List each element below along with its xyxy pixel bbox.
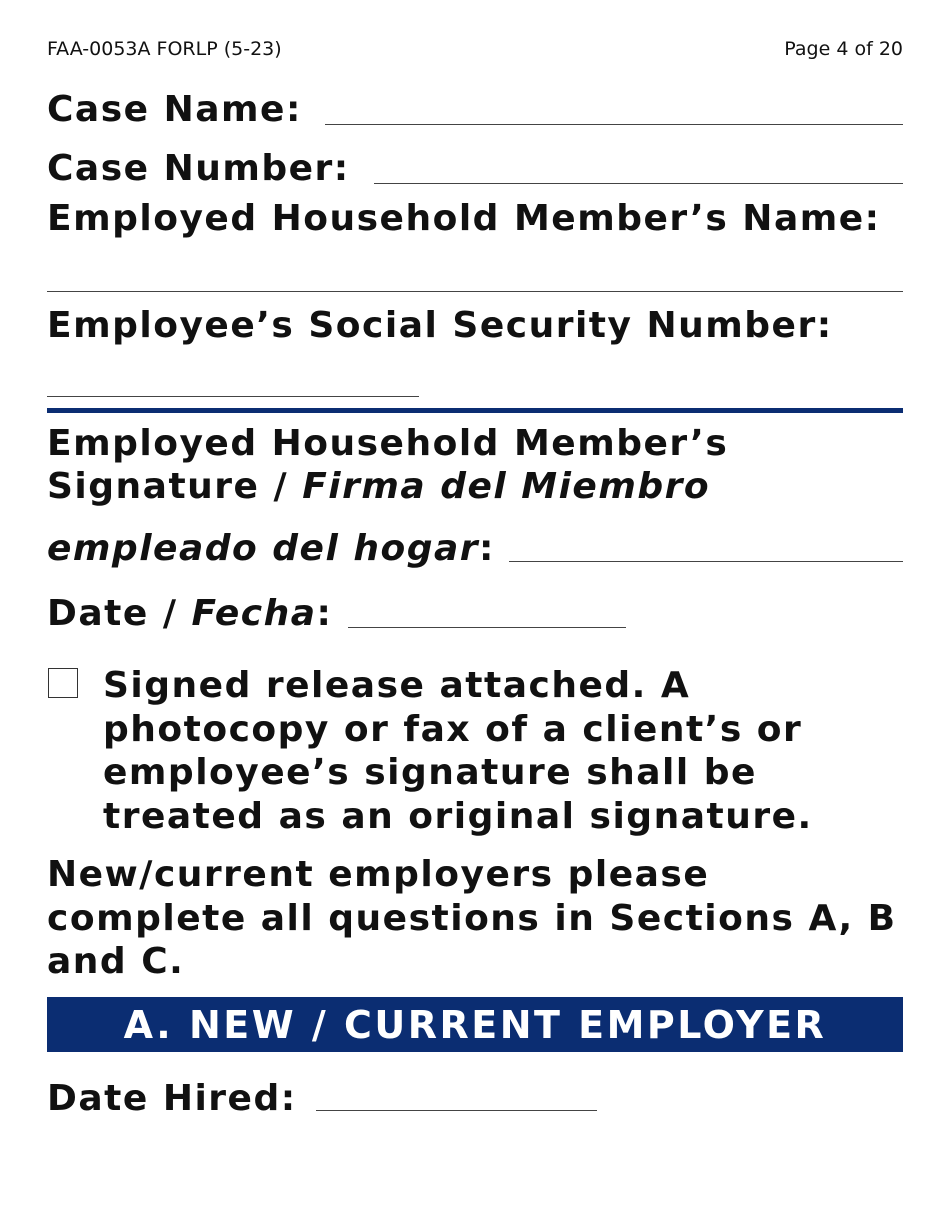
date-hired-label: Date Hired: (47, 1078, 297, 1119)
date-spanish: Fecha (191, 593, 317, 634)
signature-english: Signature (47, 466, 260, 507)
date-label (47, 592, 332, 636)
signature-label-line2 (47, 465, 710, 509)
signature-line[interactable] (509, 561, 903, 562)
signature-label-line3 (47, 527, 495, 571)
case-number-line[interactable] (374, 183, 903, 184)
section-divider (47, 408, 903, 413)
page-number: Page 4 of 20 (784, 38, 903, 60)
signature-spanish-2: empleado del hogar (47, 528, 480, 569)
form-id: FAA-0053A FORLP (5-23) (47, 38, 282, 60)
case-name-line[interactable] (325, 124, 903, 125)
case-number-label: Case Number: (47, 148, 350, 189)
date-line[interactable] (348, 627, 626, 628)
member-name-line[interactable] (47, 291, 903, 292)
section-a-banner (47, 997, 903, 1052)
section-a-title: A. NEW / CURRENT EMPLOYER (123, 1002, 827, 1047)
signature-spanish-1: Firma del Miembro (302, 466, 711, 507)
signature-slash: / (259, 466, 303, 507)
case-name-label: Case Name: (47, 89, 302, 130)
instructions: New/current employers please complete all questions in Sections A, B and C. (47, 854, 897, 982)
ssn-line[interactable] (47, 396, 419, 397)
ssn-label: Employee’s Social Security Number: (47, 305, 833, 346)
date-english: Date (47, 593, 149, 634)
member-name-label: Employed Household Member’s Name: (47, 198, 881, 239)
date-colon: : (316, 593, 333, 634)
release-checkbox[interactable] (48, 668, 78, 698)
signature-colon: : (479, 528, 495, 569)
signature-label-line1: Employed Household Member’s (47, 423, 729, 464)
date-hired-line[interactable] (316, 1110, 597, 1111)
date-slash: / (148, 593, 192, 634)
release-text: Signed release attached. A photocopy or fax of a client’s or employee’s signature shall be treated as an original signature. (103, 665, 813, 837)
